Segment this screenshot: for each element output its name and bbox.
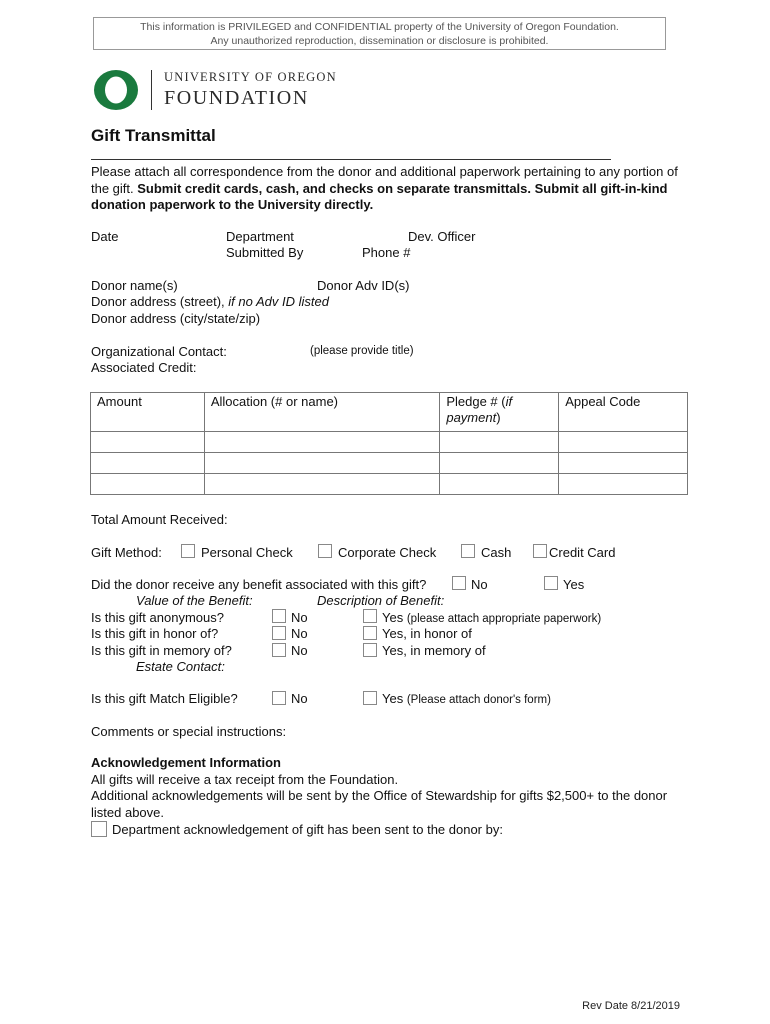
memory-yes-label: Yes, in memory of [382,643,486,658]
amount-cell[interactable] [91,432,205,453]
benefit-no-checkbox[interactable] [452,576,466,590]
honor-no-label: No [291,626,308,641]
pledge-cell[interactable] [440,474,559,495]
comments-label: Comments or special instructions: [91,724,287,739]
cash-label: Cash [481,545,512,560]
dept-ack-checkbox[interactable] [91,821,107,837]
header-allocation: Allocation (# or name) [204,393,440,432]
header-appeal-code: Appeal Code [559,393,688,432]
logo-text-university: UNIVERSITY OF OREGON [164,70,337,84]
org-contact-note: (please provide title) [310,345,414,357]
date-label: Date [91,229,119,244]
header-pledge: Pledge # (if payment) [440,393,559,432]
anonymous-no-label: No [291,610,308,625]
anonymous-yes-note: (please attach appropriate paperwork) [406,613,602,625]
anonymous-yes-label: Yes (please attach appropriate paperwork) [382,610,602,625]
header-amount: Amount [91,393,205,432]
appeal-code-cell[interactable] [559,474,688,495]
gift-method-label: Gift Method: [91,545,162,560]
cash-checkbox[interactable] [461,544,475,558]
match-no-label: No [291,691,308,706]
match-yes-checkbox[interactable] [363,691,377,705]
allocation-cell[interactable] [204,474,440,495]
value-of-benefit-label: Value of the Benefit: [136,593,253,608]
benefit-no-label: No [471,577,488,592]
intro-paragraph [91,164,691,214]
table-row [91,474,688,495]
table-row [91,453,688,474]
donor-address-city-label: Donor address (city/state/zip) [91,311,261,326]
credit-card-label: Credit Card [549,545,616,560]
ack-heading: Acknowledgement Information [91,755,281,770]
anonymous-question: Is this gift anonymous? [91,610,224,625]
phone-label: Phone # [362,245,411,260]
memory-yes-checkbox[interactable] [363,643,377,657]
honor-yes-checkbox[interactable] [363,626,377,640]
table-row [91,432,688,453]
rev-date: Rev Date 8/21/2019 [582,1000,680,1012]
university-of-oregon-o-logo [93,69,139,111]
memory-no-label: No [291,643,308,658]
logo-text-foundation: FOUNDATION [164,87,309,109]
intro-bold: Submit credit cards, cash, and checks on separate transmittals. Submit all gift-in-kind donation paperwork to the University directly. [91,180,668,212]
estate-contact-label: Estate Contact: [136,659,225,674]
benefit-yes-checkbox[interactable] [544,576,558,590]
personal-check-checkbox[interactable] [181,544,195,558]
page-title: Gift Transmittal [91,126,216,145]
credit-card-checkbox[interactable] [533,544,547,558]
match-question: Is this gift Match Eligible? [91,691,238,706]
appeal-code-cell[interactable] [559,432,688,453]
anonymous-yes-checkbox[interactable] [363,609,377,623]
corporate-check-label: Corporate Check [338,545,437,560]
match-yes-label: Yes (Please attach donor's form) [382,691,551,706]
honor-no-checkbox[interactable] [272,626,286,640]
dept-ack-label: Department acknowledgement of gift has been sent to the donor by: [112,822,503,837]
title-rule [91,159,611,160]
memory-no-checkbox[interactable] [272,643,286,657]
corporate-check-checkbox[interactable] [318,544,332,558]
allocation-cell[interactable] [204,432,440,453]
associated-credit-label: Associated Credit: [91,360,197,375]
confidentiality-notice [93,17,666,50]
pledge-cell[interactable] [440,453,559,474]
description-of-benefit-label: Description of Benefit: [317,593,445,608]
pledge-cell[interactable] [440,432,559,453]
department-label: Department [226,229,294,244]
donor-names-label: Donor name(s) [91,278,178,293]
logo-divider [151,70,152,110]
honor-question: Is this gift in honor of? [91,626,219,641]
donor-address-street-note: if no Adv ID listed [228,294,329,309]
donor-address-street-label: Donor address (street), if no Adv ID listed [91,294,329,309]
amount-cell[interactable] [91,474,205,495]
submitted-by-label: Submitted By [226,245,304,260]
notice-line-1: This information is PRIVILEGED and CONFIDENTIAL property of the University of Oregon Foundation. [140,21,619,33]
intro-plain: Please attach all correspondence from the donor and additional paperwork pertaining to any portion of the gift. [91,164,678,196]
ack-line-1: All gifts will receive a tax receipt from the Foundation. [91,772,399,787]
anonymous-no-checkbox[interactable] [272,609,286,623]
donor-adv-id-label: Donor Adv ID(s) [317,278,410,293]
memory-question: Is this gift in memory of? [91,643,232,658]
benefit-yes-label: Yes [563,577,585,592]
dev-officer-label: Dev. Officer [408,229,476,244]
allocation-cell[interactable] [204,453,440,474]
match-no-checkbox[interactable] [272,691,286,705]
amount-cell[interactable] [91,453,205,474]
honor-yes-label: Yes, in honor of [382,626,472,641]
org-contact-label: Organizational Contact: [91,344,227,359]
appeal-code-cell[interactable] [559,453,688,474]
table-header-row [91,393,688,432]
ack-line-2: Additional acknowledgements will be sent by the Office of Stewardship for gifts $2,500+ to the donor listed above. [91,788,668,820]
total-amount-label: Total Amount Received: [91,512,228,527]
match-yes-note: (Please attach donor's form) [406,694,551,706]
notice-line-2: Any unauthorized reproduction, dissemination or disclosure is prohibited. [210,35,549,47]
benefit-question: Did the donor receive any benefit associated with this gift? [91,577,427,592]
gift-allocation-table [90,392,688,495]
personal-check-label: Personal Check [201,545,293,560]
